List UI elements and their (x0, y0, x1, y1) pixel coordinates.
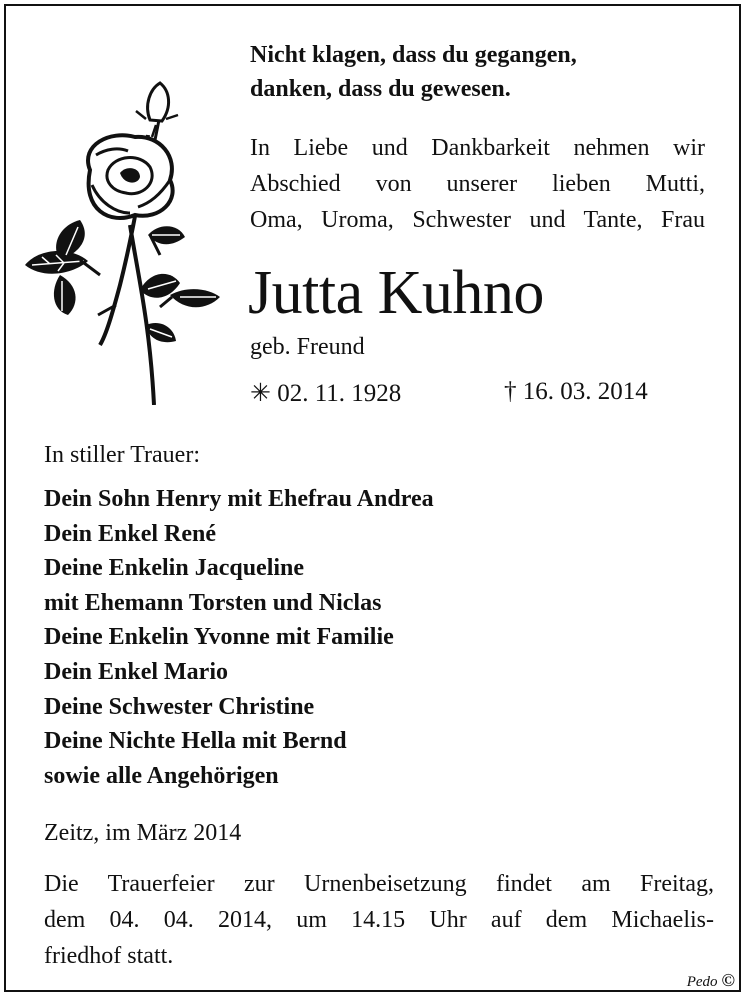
intro-line: Oma, Uroma, Schwester und Tante, Frau (250, 207, 705, 233)
maiden-name: geb. Freund (250, 334, 365, 360)
list-item: Deine Enkelin Yvonne mit Familie (44, 624, 394, 651)
funeral-line: dem 04. 04. 2014, um 14.15 Uhr auf dem Michaelis- (44, 907, 714, 933)
list-item: Dein Sohn Henry mit Ehefrau Andrea (44, 486, 434, 512)
mourner-list (44, 482, 434, 793)
list-item: sowie alle Angehörigen (44, 762, 279, 789)
funeral-line: friedhof statt. (44, 943, 174, 969)
motto-line: danken, dass du gewesen. (250, 76, 511, 102)
designer-signature: Pedo (686, 974, 718, 990)
deceased-name: Jutta Kuhno (248, 259, 544, 327)
funeral-line: Die Trauerfeier zur Urnenbeisetzung findet am Freitag, (44, 871, 714, 897)
funeral-info (44, 866, 714, 974)
memorial-motto (250, 38, 577, 106)
list-item: mit Ehemann Torsten und Niclas (44, 589, 382, 616)
motto-line: Nicht klagen, dass du gegangen, (250, 42, 577, 68)
list-item: Dein Enkel Mario (44, 658, 228, 685)
list-item: Dein Enkel René (44, 520, 217, 547)
rose-illustration (20, 75, 225, 405)
intro-line: In Liebe und Dankbarkeit nehmen wir (250, 135, 705, 161)
place-date: Zeitz, im März 2014 (44, 820, 242, 846)
list-item: Deine Schwester Christine (44, 693, 315, 720)
designer-credit (687, 970, 735, 991)
intro-text (250, 130, 705, 238)
list-item: Deine Enkelin Jacqueline (44, 555, 305, 582)
birth-date: ✳ 02. 11. 1928 (250, 380, 402, 407)
intro-line: Abschied von unserer lieben Mutti, (250, 171, 705, 197)
mourning-label: In stiller Trauer: (44, 442, 200, 468)
copyright-symbol: © (721, 970, 735, 990)
list-item: Deine Nichte Hella mit Bernd (44, 728, 347, 755)
death-date: † 16. 03. 2014 (504, 378, 648, 405)
